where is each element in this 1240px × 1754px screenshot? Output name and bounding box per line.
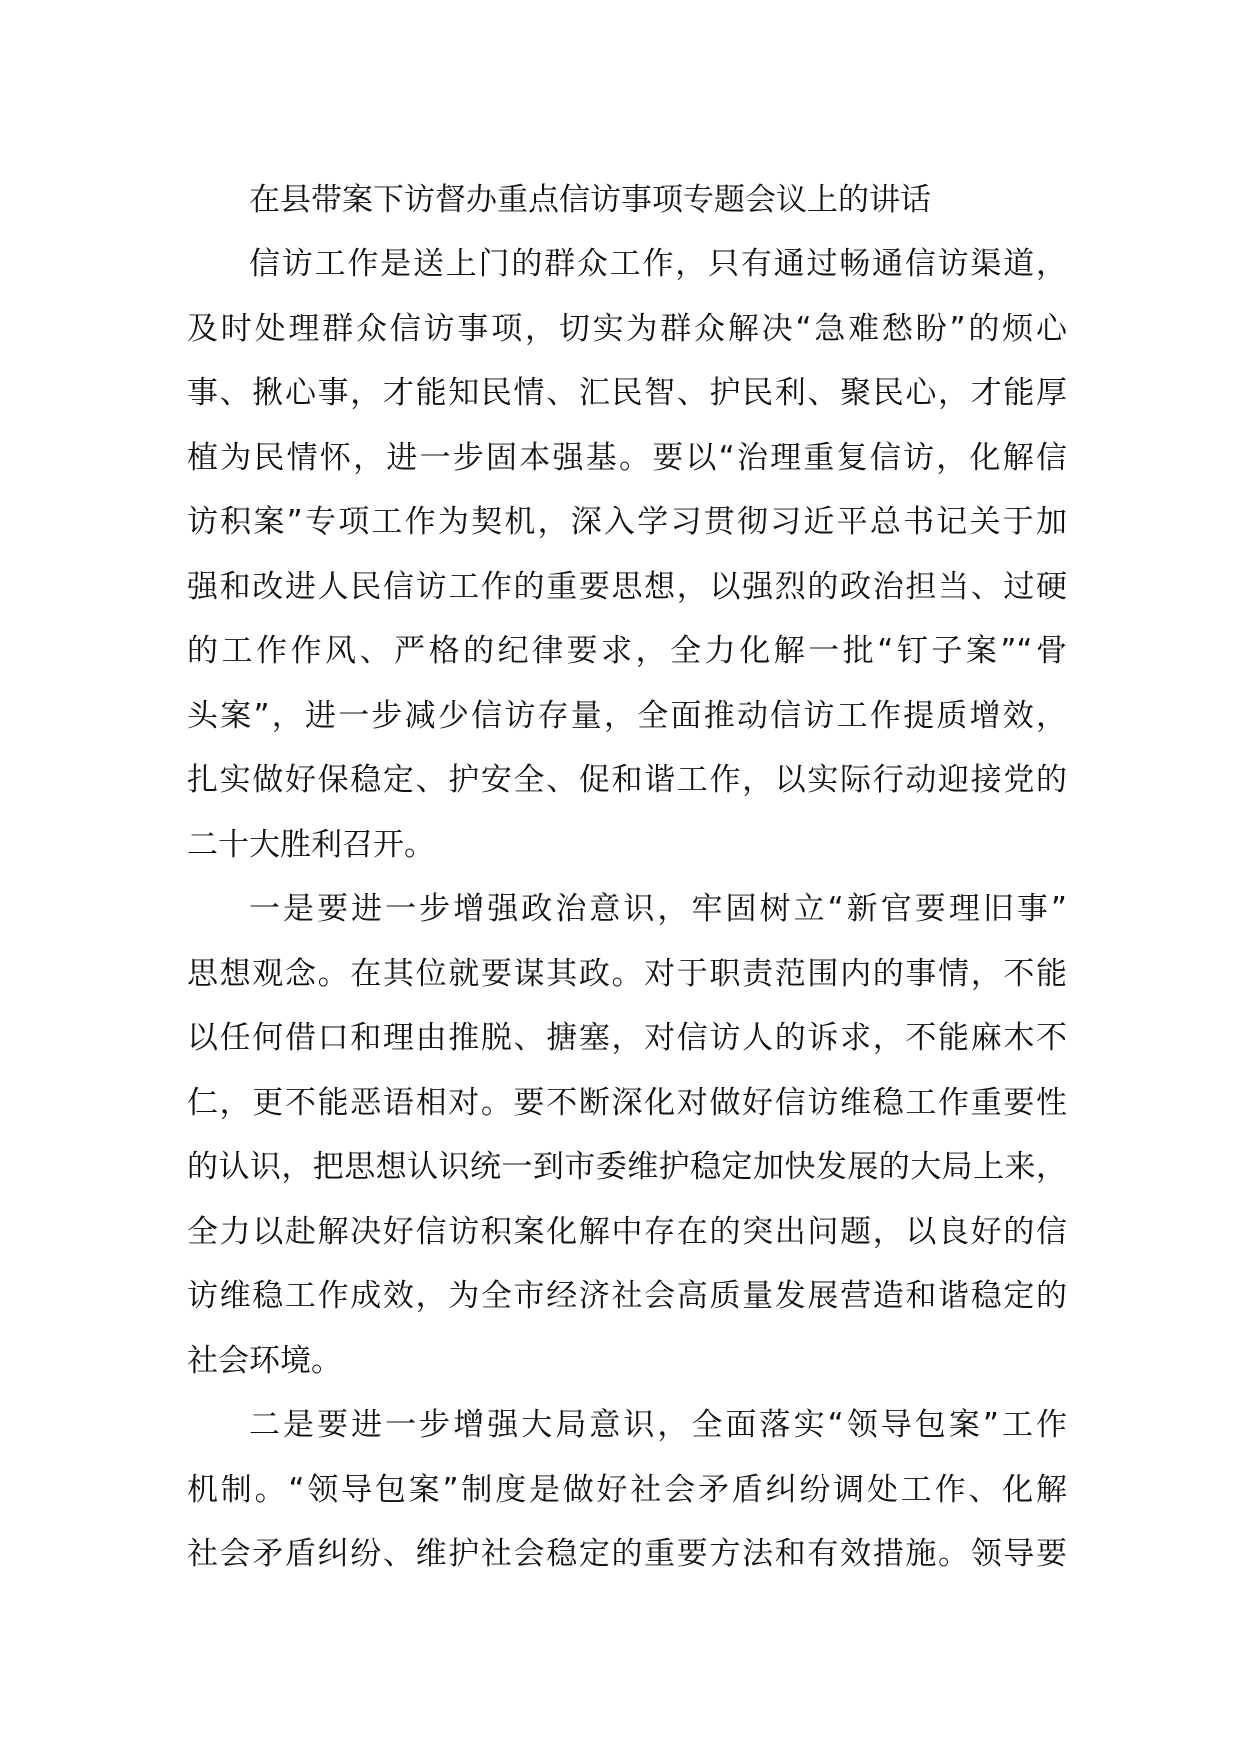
- paragraph: [187, 1393, 1067, 1587]
- paragraph-line: 机制。“领导包案”制度是做好社会矛盾纠纷调处工作、化解: [187, 1471, 1067, 1508]
- paragraph-line: 强和改进人民信访工作的重要思想，以强烈的政治担当、过硬: [187, 568, 1067, 605]
- paragraph-line: 信访工作是送上门的群众工作，只有通过畅通信访渠道，: [249, 246, 1067, 282]
- paragraph-line: 的认识，把思想认识统一到市委维护稳定加快发展的大局上来，: [187, 1149, 1067, 1185]
- paragraph-line: 事、揪心事，才能知民情、汇民智、护民利、聚民心，才能厚: [187, 375, 1067, 411]
- paragraph: [187, 232, 1067, 877]
- paragraph-line: 植为民情怀，进一步固本强基。要以“治理重复信访，化解信: [187, 439, 1067, 476]
- paragraph-line: 二十大胜利召开。: [187, 826, 435, 863]
- document-body: [187, 168, 1067, 1587]
- paragraph-line: 二是要进一步增强大局意识，全面落实“领导包案”工作: [249, 1407, 1067, 1443]
- paragraph-line: 的工作作风、严格的纪律要求，全力化解一批“钉子案”“骨: [187, 633, 1067, 669]
- paragraph-list: [187, 232, 1067, 1587]
- paragraph-line: 访维稳工作成效，为全市经济社会高质量发展营造和谐稳定的: [187, 1278, 1067, 1314]
- paragraph-line: 访积案”专项工作为契机，深入学习贯彻习近平总书记关于加: [187, 504, 1067, 540]
- paragraph-line: 一是要进一步增强政治意识，牢固树立“新官要理旧事”: [249, 891, 1067, 927]
- paragraph: [187, 877, 1067, 1393]
- paragraph-line: 头案”，进一步减少信访存量，全面推动信访工作提质增效，: [187, 697, 1067, 734]
- paragraph-line: 社会矛盾纠纷、维护社会稳定的重要方法和有效措施。领导要: [187, 1536, 1067, 1572]
- paragraph-line: 社会环境。: [187, 1342, 342, 1379]
- paragraph-line: 全力以赴解决好信访积案化解中存在的突出问题，以良好的信: [187, 1213, 1067, 1250]
- paragraph-line: 及时处理群众信访事项，切实为群众解决“急难愁盼”的烦心: [187, 310, 1067, 347]
- paragraph-line: 以任何借口和理由推脱、搪塞，对信访人的诉求，不能麻木不: [187, 1020, 1067, 1056]
- paragraph-line: 扎实做好保稳定、护安全、促和谐工作，以实际行动迎接党的: [187, 762, 1067, 798]
- document-title: 在县带案下访督办重点信访事项专题会议上的讲话: [249, 182, 931, 218]
- paragraph-line: 仁，更不能恶语相对。要不断深化对做好信访维稳工作重要性: [187, 1084, 1067, 1121]
- paragraph-line: 思想观念。在其位就要谋其政。对于职责范围内的事情，不能: [187, 955, 1067, 992]
